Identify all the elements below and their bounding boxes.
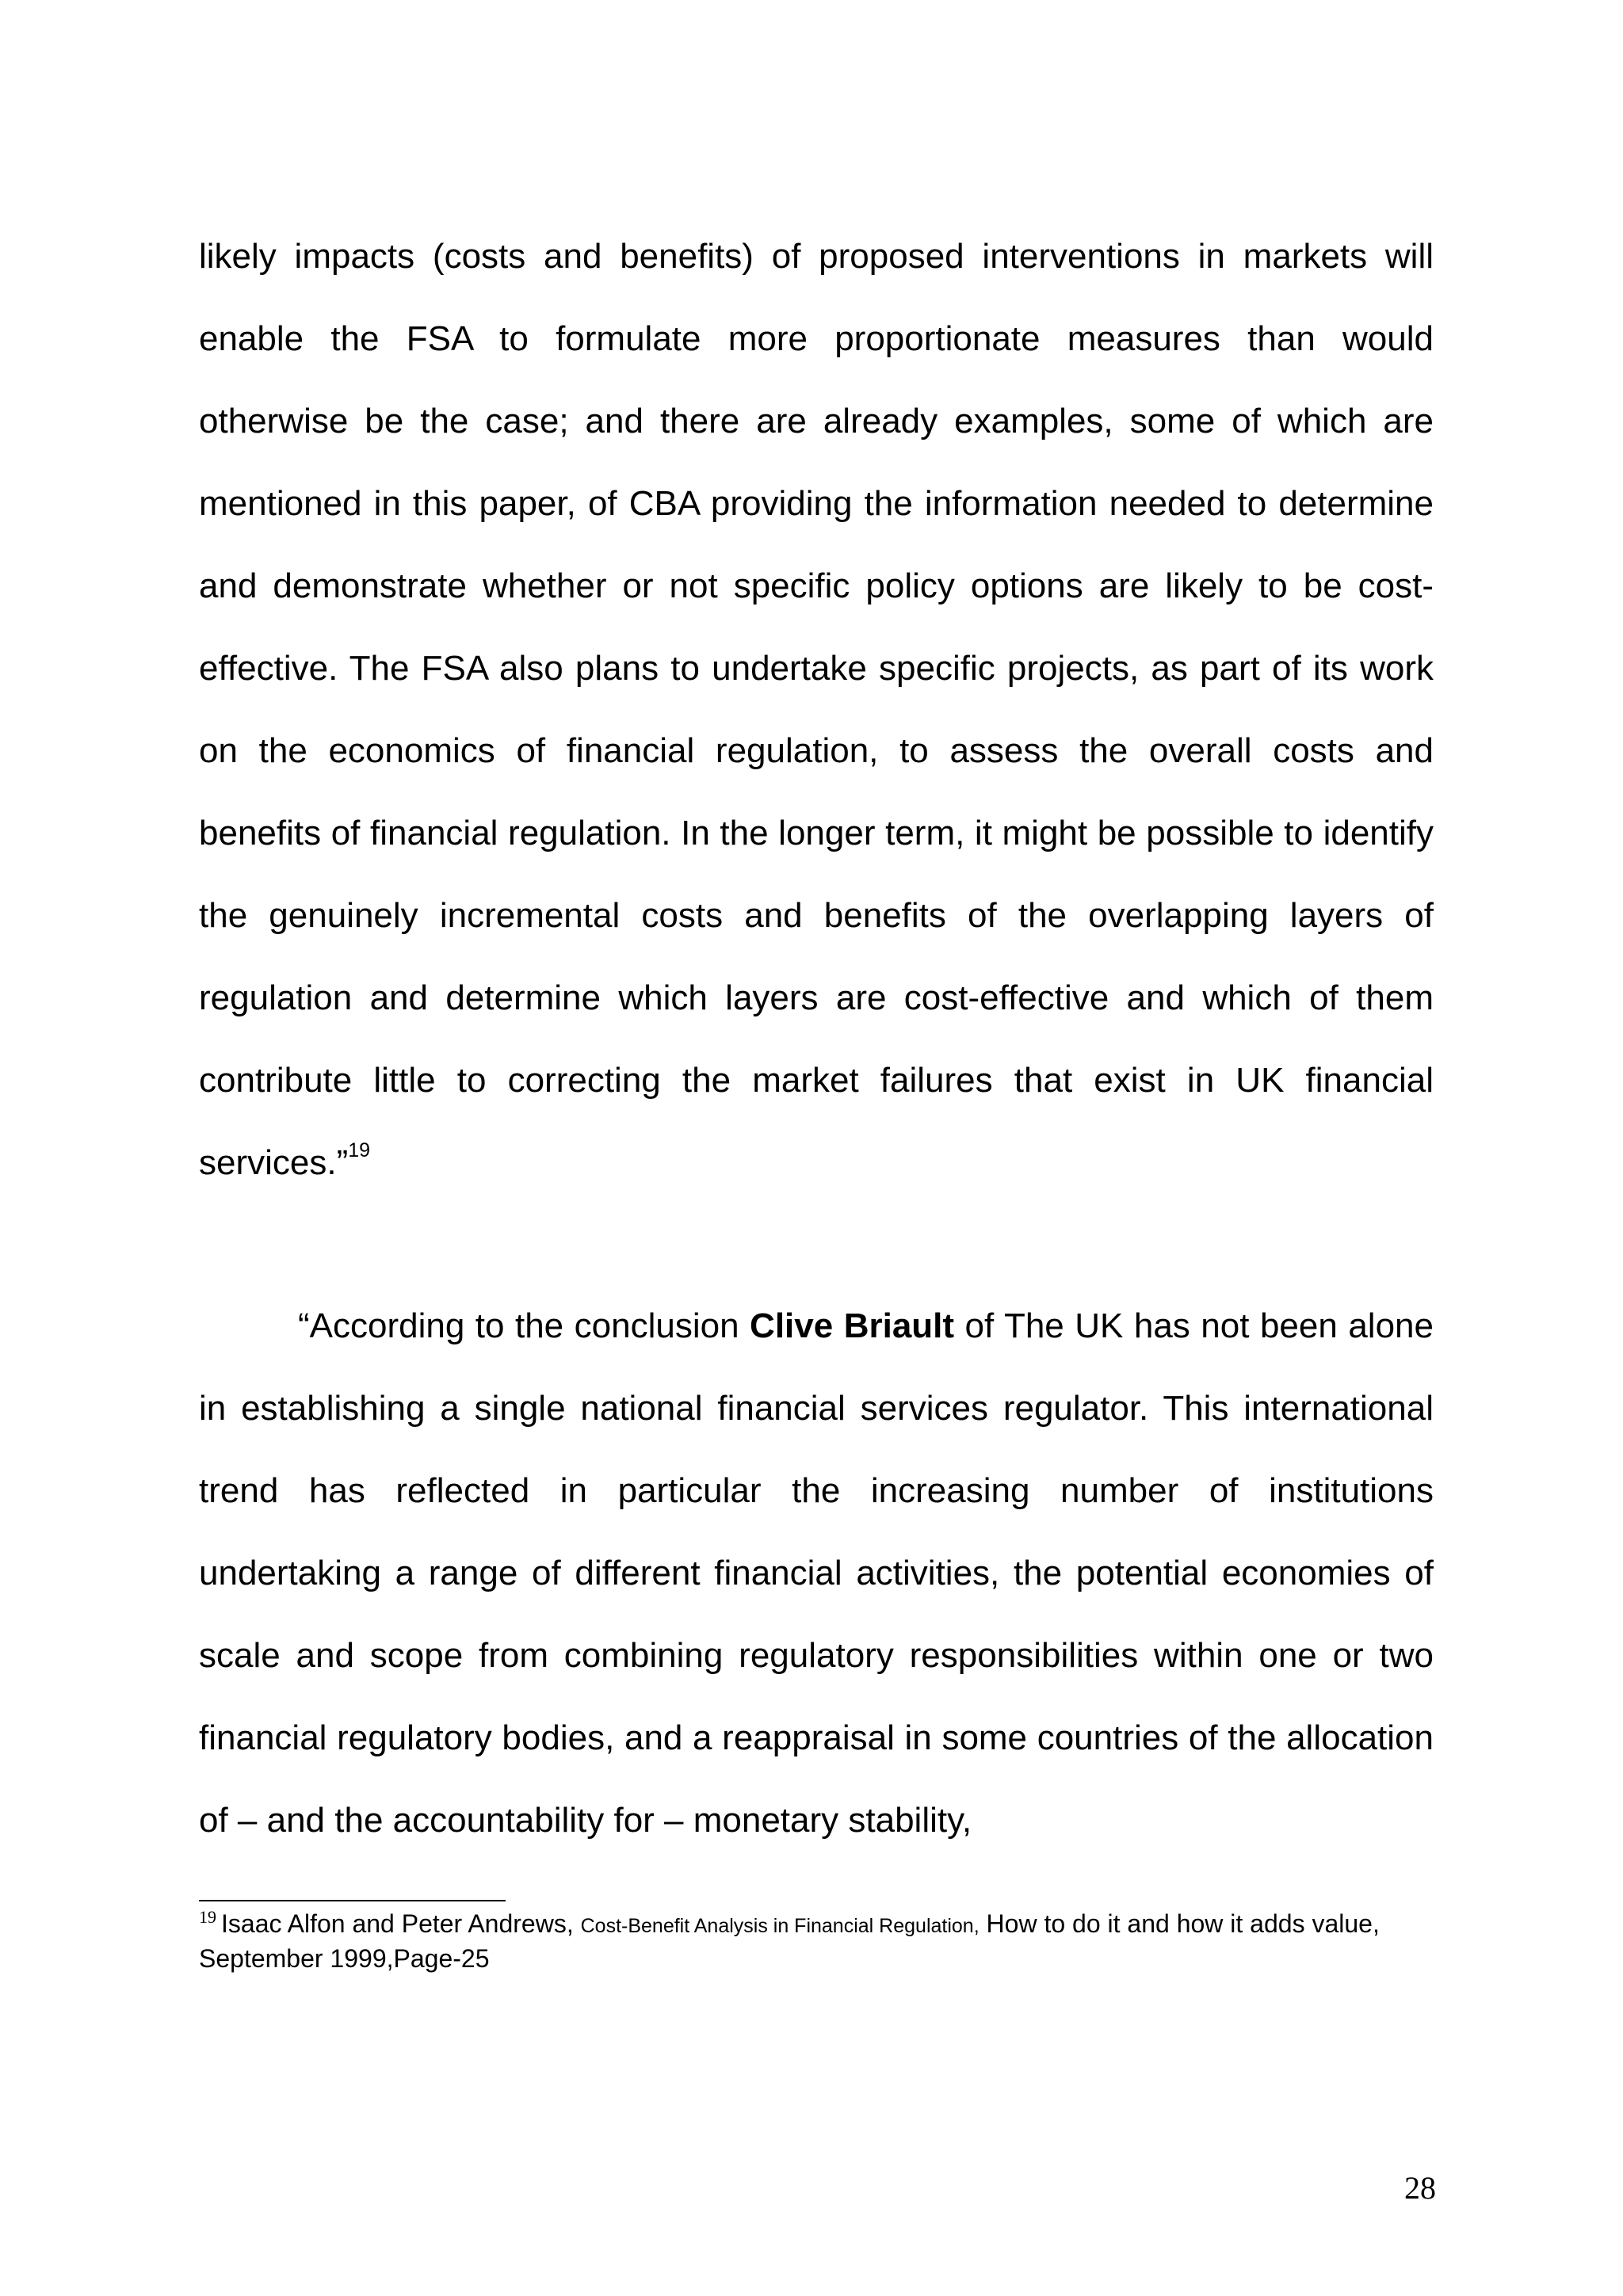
footnote-details: How to do it and how it adds value, September 1999,Page-25 — [199, 1909, 1380, 1973]
body-paragraph-1 — [199, 215, 1434, 1204]
paragraph-2-body: of The UK has not been alone in establishing a single national financial services regulator. This international trend has reflected in particular the increasing number of institutions undertaking a range of different financial activities, the potential economies of scale and scope from combining regulatory responsibilities within one or two financial regulatory bodies, and a reappraisal in some countries of the allocation of – and the accountability for – monetary stability, — [199, 1306, 1434, 1840]
body-paragraph-2 — [199, 1285, 1434, 1862]
paragraph-2-lead: “According to the conclusion — [298, 1306, 750, 1345]
footnote-19 — [199, 1908, 1435, 1974]
footnote-number: 19 — [199, 1907, 216, 1927]
footnote-separator — [199, 1900, 506, 1901]
footnote-reference-19[interactable]: 19 — [348, 1139, 371, 1161]
paragraph-1-text: likely impacts (costs and benefits) of proposed interventions in markets will enable the FSA to formulate more proportionate measures than would otherwise be the case; and there are already examples, some of which are mentioned in this paper, of CBA providing the information needed to determine and demonstrate whether or not specific policy options are likely to be cost-effective. The FSA also plans to undertake specific projects, as part of its work on the economics of financial regulation, to assess the overall costs and benefits of financial regulation. In the longer term, it might be possible to identify the genuinely incremental costs and benefits of the overlapping layers of regulation and determine which layers are cost-effective and which of them contribute little to correcting the market failures that exist in UK financial services.” — [199, 237, 1434, 1182]
page-number: 28 — [1404, 2170, 1436, 2206]
footnote-title: Cost-Benefit Analysis in Financial Regulation, — [580, 1915, 980, 1937]
author-name-bold: Clive Briault — [750, 1306, 955, 1345]
footnote-authors: Isaac Alfon and Peter Andrews, — [221, 1909, 574, 1938]
